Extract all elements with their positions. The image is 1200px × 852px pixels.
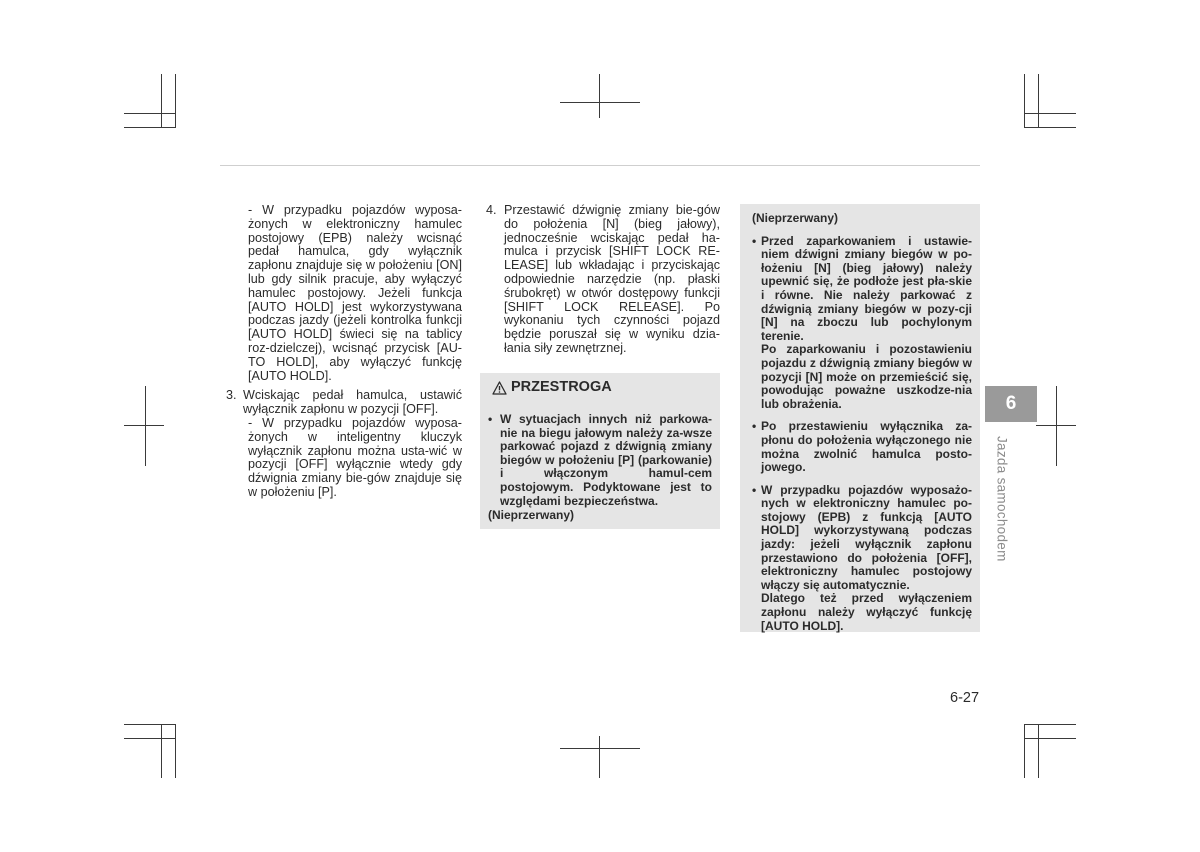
registration-mark [560, 102, 640, 103]
dash-paragraph-epb: - W przypadku pojazdów wyposa-żonych w elektroniczny hamulec postojowy (EPB) należy wcisnąć pedał hamulca, gdy wyłącznik zapłonu znajduje się w położeniu [ON] lub gdy silnik pracuje, aby wyłączyć hamulec postojowy. Jeżeli funkcja [AUTO HOLD] jest wykorzystywana podczas jazdy (jeżeli kontrolka funkcji [AUTO HOLD] świeci się na tablicy roz-dzielczej), wcisnąć przycisk [AU-TO HOLD], aby wyłączyć funkcję [AUTO HOLD]. [248, 203, 462, 383]
bullet-text: Po przestawieniu wyłącznika za-płonu do położenia wyłączonego nie można zwolnić hamulca posto-jowego. [761, 419, 972, 475]
crop-mark [124, 113, 176, 114]
crop-mark [1038, 724, 1039, 778]
caution-bullet [488, 413, 712, 508]
chapter-title-text: Jazda samochodem [994, 436, 1010, 562]
crop-mark [1024, 127, 1076, 128]
crop-mark [124, 738, 176, 739]
bullet: • [488, 412, 493, 426]
crop-mark [1024, 738, 1076, 739]
registration-mark [599, 74, 600, 118]
bullet: • [752, 233, 757, 248]
crop-mark [124, 127, 176, 128]
caution-title: PRZESTROGA [511, 379, 612, 396]
page-number: 6-27 [950, 690, 980, 706]
crop-mark [1024, 724, 1025, 778]
bullet-text-continued: Po zaparkowaniu i pozostawieniu pojazdu z dźwignią zmiany biegów w pozycji [N] może on przemieścić się, powodując poważne uszkodze-nia lub obrażenia. [761, 342, 972, 411]
dash-paragraph-smart-key: - W przypadku pojazdów wyposa-żonych w inteligentny kluczyk wyłącznik zapłonu można usta-wić w pozycji [OFF] wyłącznie wtedy gdy dźwignia zmiany bie-gów znajduje się w położeniu [P]. [248, 415, 462, 499]
step-text: Wciskając pedał hamulca, ustawić wyłącznik zapłonu w pozycji [OFF]. [243, 388, 462, 417]
bullet-text: W przypadku pojazdów wyposażo-nych w elektroniczny hamulec po-stojowy (EPB) z funkcją [AUTO HOLD] wykorzystywaną podczas jazdy: jeżeli wyłącznik zapłonu przestawiono do położenia [OFF], elektroniczny hamulec postojowy włączy się automatycznie. [761, 482, 972, 592]
crop-mark [124, 724, 176, 725]
text-column-1 [226, 204, 462, 500]
crop-mark [1024, 724, 1076, 725]
side-bullet-2 [752, 420, 972, 474]
chapter-tab: 6 [985, 386, 1037, 422]
crop-mark [175, 74, 176, 128]
side-bullet-3 [752, 484, 972, 634]
crop-mark [1024, 113, 1076, 114]
crop-mark [1038, 74, 1039, 128]
continued-label: (Nieprzerwany) [752, 211, 839, 225]
step-number: 3. [226, 388, 237, 403]
caution-body [488, 413, 712, 523]
registration-mark [145, 386, 146, 466]
registration-mark [1056, 386, 1057, 466]
warning-triangle-icon [492, 381, 507, 395]
crop-mark [1024, 74, 1025, 128]
chapter-title [992, 436, 1012, 576]
bullet-text-continued: Dlatego też przed wyłączeniem zapłonu należy wyłączyć funkcję [AUTO HOLD]. [761, 591, 972, 633]
bullet: • [752, 482, 757, 497]
crop-mark [161, 724, 162, 778]
registration-mark [599, 736, 600, 778]
continued-label: (Nieprzerwany) [488, 508, 575, 523]
registration-mark [124, 425, 164, 426]
side-bullet-1 [752, 235, 972, 412]
step-4 [486, 204, 720, 356]
step-text: Przestawić dźwignię zmiany bie-gów do położenia [N] (bieg jałowy), jednocześnie wciskając pedał ha-mulca i przycisk [SHIFT LOCK RE-LEASE] lub wkładając i przyciskając odpowiednie narzędzie (np. płaski śrubokręt) w otwór dostępowy funkcji [SHIFT LOCK RELEASE]. Po wykonaniu tych czynności pojazd będzie poruszał się w wyniku dzia-łania siły zewnętrznej. [504, 203, 720, 355]
step-number: 4. [486, 203, 497, 217]
step-3 [226, 389, 462, 417]
bullet-text: Przed zaparkowaniem i ustawie-niem dźwigni zmiany biegów w po-łożeniu [N] (bieg jałowy) należy upewnić się, że podłoże jest pła-skie i równe. Nie należy parkować z dźwignią zmiany biegów w pozy-cji [N] na zboczu lub pochylonym terenie. [761, 233, 972, 343]
text-column-2 [486, 204, 720, 361]
continued-caution-box [740, 204, 980, 632]
caution-box [480, 373, 720, 529]
crop-mark [175, 724, 176, 778]
caution-text: W sytuacjach innych niż parkowa-nie na biegu jałowym należy za-wsze parkować pojazd z dźwignią zmiany biegów w położeniu [P] (parkowanie) i włączonym hamul-cem postojowym. Podyktowane jest to względami bezpieczeństwa. [500, 412, 712, 508]
caution-heading [492, 381, 612, 395]
bullet: • [752, 419, 757, 434]
header-rule [220, 165, 980, 166]
crop-mark [161, 74, 162, 128]
registration-mark [560, 748, 640, 749]
continued-body [752, 212, 972, 633]
